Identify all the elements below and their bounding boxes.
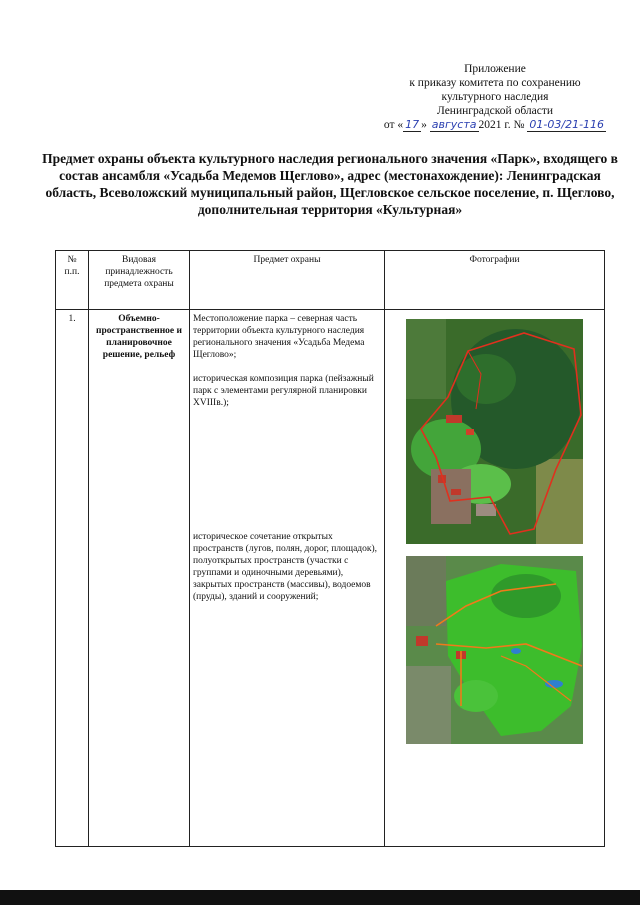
handwritten-day: 17 bbox=[405, 118, 420, 131]
order-date-line bbox=[360, 118, 630, 132]
date-quote-close: » bbox=[421, 119, 427, 131]
appendix-line-3: культурного наследия bbox=[441, 91, 549, 103]
subject-item-1: Местоположение парка – северная часть территории объекта культурного наследия регионального значения «Усадьба Медема Щеглово»; bbox=[193, 314, 365, 360]
table-row bbox=[56, 310, 605, 847]
row-category: Объемно-пространственное и планировочное решение, рельеф bbox=[89, 310, 190, 847]
appendix-line-1: Приложение bbox=[464, 63, 526, 75]
row-photos-cell bbox=[385, 310, 605, 847]
scan-edge bbox=[0, 890, 640, 905]
table-header-row bbox=[56, 251, 605, 310]
protection-table bbox=[55, 250, 605, 847]
header-number: № п.п. bbox=[56, 251, 89, 310]
handwritten-order-number: 01-03/21-116 bbox=[529, 118, 605, 131]
appendix-line-4: Ленинградской области bbox=[436, 105, 554, 117]
date-prefix: от « bbox=[383, 119, 404, 131]
subject-item-3: историческое сочетание открытых пространств (лугов, полян, дорог, площадок), полуоткрытых пространств (участки с группами и одиночными деревьями), закрытых пространств (массивы), водоемов (пруды), зданий и сооружений; bbox=[193, 532, 378, 602]
header-category: Видовая принадлежность предмета охраны bbox=[89, 251, 190, 310]
year-text: 2021 г. № bbox=[478, 119, 525, 131]
handwritten-month: августа bbox=[431, 118, 477, 131]
subject-item-2: историческая композиция парка (пейзажный парк с элементами регулярной планировки XVIIIв.); bbox=[193, 374, 374, 408]
header-photos: Фотографии bbox=[385, 251, 605, 310]
appendix-line-2: к приказу комитета по сохранению bbox=[409, 77, 581, 89]
header-subject: Предмет охраны bbox=[190, 251, 385, 310]
row-subject-cell bbox=[190, 310, 385, 847]
row-number: 1. bbox=[56, 310, 89, 847]
aerial-photo-park-boundary bbox=[406, 319, 583, 544]
document-title: Предмет охраны объекта культурного наследия регионального значения «Парк», входящего в состав ансамбля «Усадьба Медемов Щеглово», адрес (местонахождение): Ленинградская область, Всеволожский муниципальный район, Щегловское сельское поселение, п. Щеглово, дополнительная территория «Культурная» bbox=[42, 151, 618, 217]
appendix-header bbox=[360, 62, 630, 132]
aerial-photo-spaces-scheme bbox=[406, 556, 583, 744]
